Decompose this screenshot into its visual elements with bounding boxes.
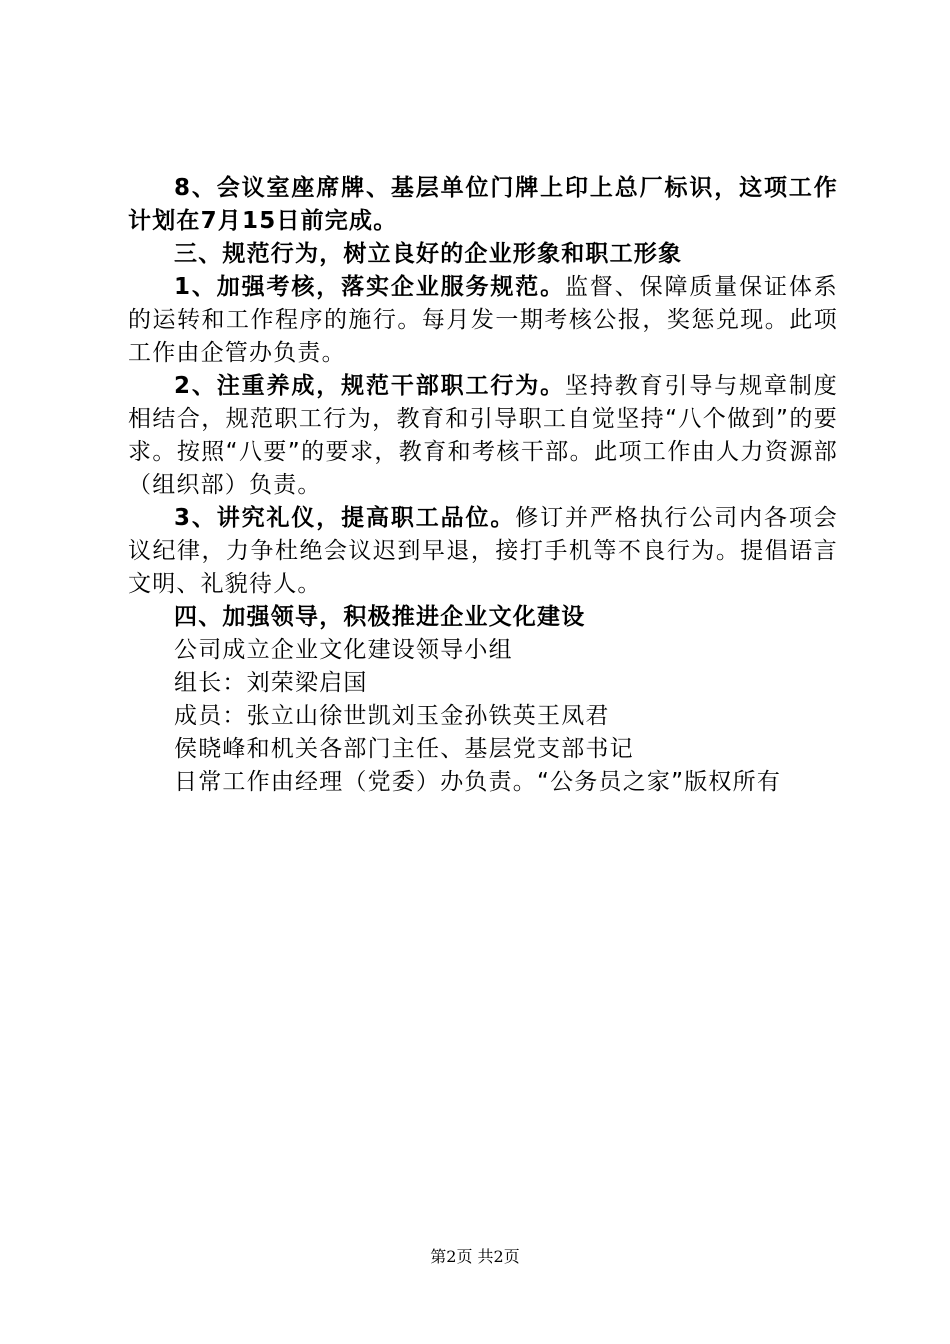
paragraph-bold-text: 8、会议室座席牌、基层单位门牌上印上总厂标识，这项工作计划在7月15日前完成。 <box>128 175 838 234</box>
paragraph-text: 日常工作由经理（党委）办负责。“公务员之家”版权所有 <box>174 769 782 795</box>
paragraph-text: 公司成立企业文化建设领导小组 <box>174 637 513 663</box>
paragraph-signage <box>128 172 838 238</box>
paragraph-text: 组长：刘荣梁启国 <box>174 670 368 696</box>
paragraph-daily-work <box>128 766 838 799</box>
section-heading-3 <box>128 238 838 271</box>
page-number: 第2页 共2页 <box>430 1247 520 1266</box>
document-body <box>128 172 838 799</box>
section-heading-4 <box>128 601 838 634</box>
paragraph-bold-text: 2、注重养成，规范干部职工行为。 <box>174 373 566 399</box>
paragraph-conduct <box>128 370 838 502</box>
heading-text: 四、加强领导，积极推进企业文化建设 <box>174 604 586 630</box>
paragraph-group-leader <box>128 667 838 700</box>
page-footer <box>0 1244 950 1267</box>
paragraph-text: 侯晓峰和机关各部门主任、基层党支部书记 <box>174 736 634 762</box>
paragraph-text: 监督、保障质量保证体系的运转和工作程序的施行。每月发一期考核公报，奖惩兑现。此项工作由企管办负责。 <box>128 274 838 366</box>
paragraph-text: 成员：张立山徐世凯刘玉金孙铁英王凤君 <box>174 703 610 729</box>
paragraph-assessment <box>128 271 838 370</box>
paragraph-text: 修订并严格执行公司内各项会议纪律，力争杜绝会议迟到早退，接打手机等不良行为。提倡语言文明、礼貌待人。 <box>128 505 838 597</box>
paragraph-leadership-group <box>128 634 838 667</box>
paragraph-text: 坚持教育引导与规章制度相结合，规范职工行为，教育和引导职工自觉坚持“八个做到”的要求。按照“八要”的要求，教育和考核干部。此项工作由人力资源部（组织部）负责。 <box>128 373 838 498</box>
heading-text: 三、规范行为，树立良好的企业形象和职工形象 <box>174 241 683 267</box>
paragraph-bold-text: 1、加强考核，落实企业服务规范。 <box>174 274 566 300</box>
paragraph-bold-text: 3、讲究礼仪，提高职工品位。 <box>174 505 516 531</box>
paragraph-members-continued <box>128 733 838 766</box>
paragraph-members <box>128 700 838 733</box>
paragraph-etiquette <box>128 502 838 601</box>
